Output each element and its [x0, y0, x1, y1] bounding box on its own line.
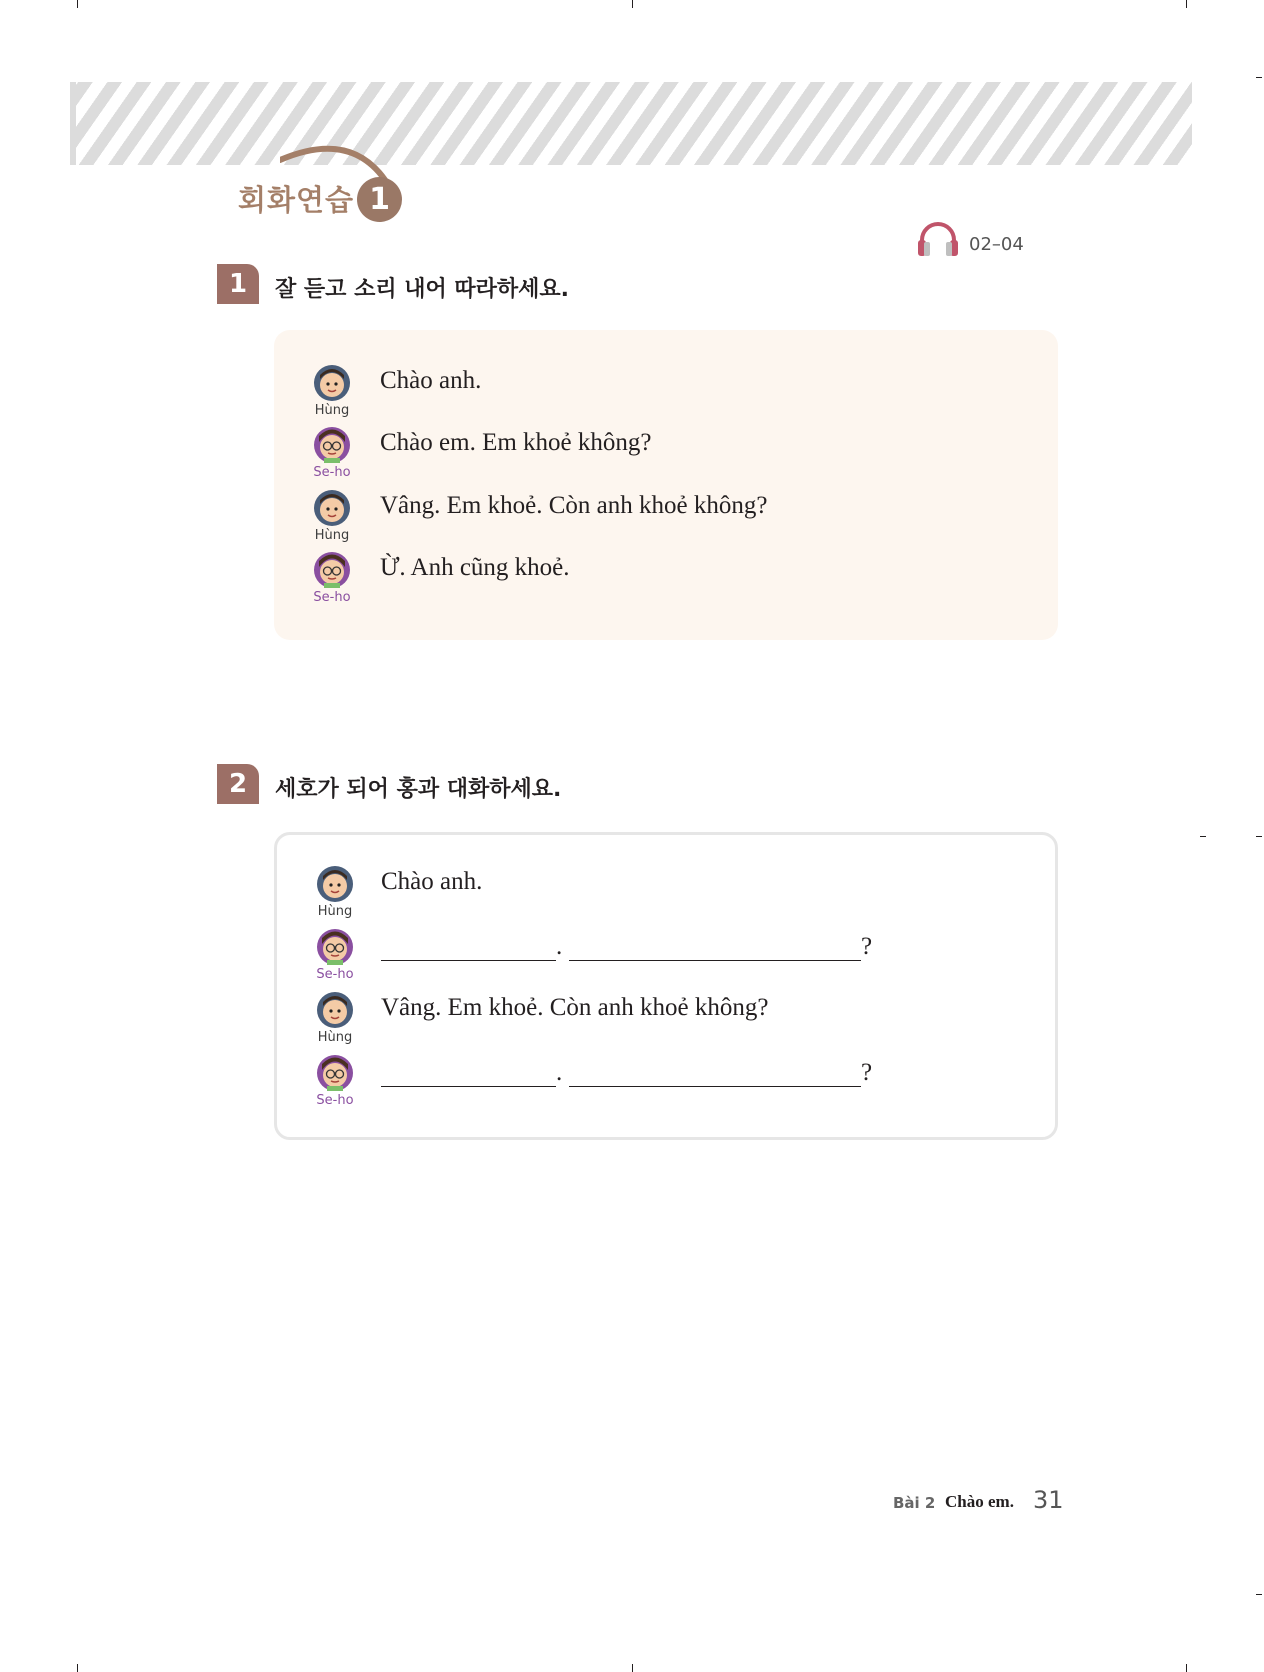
task-number-badge: 1	[217, 264, 259, 304]
crop-mark	[1186, 1664, 1187, 1672]
dialogue-text: Ừ. Anh cũng khoẻ.	[380, 554, 570, 581]
audio-track-number: 02–04	[969, 234, 1024, 255]
crop-mark	[1256, 1594, 1262, 1595]
dialogue-box-listen	[274, 330, 1058, 640]
answer-blank[interactable]	[569, 1086, 861, 1087]
hung-avatar-icon	[314, 365, 350, 401]
task-instruction: 잘 듣고 소리 내어 따라하세요.	[275, 277, 570, 302]
crop-mark	[77, 0, 78, 8]
blank-question-mark: ?	[861, 933, 873, 960]
dialogue-text: Chào anh.	[380, 367, 482, 394]
crop-mark	[1256, 836, 1262, 837]
hung-avatar-icon	[317, 992, 353, 1028]
speaker-label: Se-ho	[313, 465, 351, 480]
seho-avatar-icon	[317, 1055, 353, 1091]
dialogue-text: Chào em. Em khoẻ không?	[380, 429, 652, 456]
dialogue-text: Vâng. Em khoẻ. Còn anh khoẻ không?	[380, 492, 768, 519]
hung-avatar-icon	[317, 866, 353, 902]
seho-avatar-icon	[314, 552, 350, 588]
crop-mark	[632, 1664, 633, 1672]
section-title: 회화연습	[238, 183, 355, 217]
speaker-label: Se-ho	[313, 590, 351, 605]
speaker-label: Hùng	[314, 528, 350, 543]
page-number: 31	[1033, 1486, 1064, 1514]
answer-blank[interactable]	[381, 960, 556, 961]
banner-edge	[70, 82, 76, 165]
section-number-badge: 1	[357, 177, 402, 222]
header-stripe-banner	[58, 82, 1192, 165]
blank-period: .	[556, 1059, 563, 1086]
headphones-icon[interactable]	[916, 222, 960, 258]
hung-avatar-icon	[314, 490, 350, 526]
speaker-label: Hùng	[314, 403, 350, 418]
dialogue-text: Vâng. Em khoẻ. Còn anh khoẻ không?	[381, 994, 769, 1021]
blank-question-mark: ?	[861, 1059, 873, 1086]
blank-period: .	[556, 933, 563, 960]
crop-mark	[1256, 77, 1262, 78]
dialogue-box-practice	[274, 832, 1058, 1140]
speaker-label: Hùng	[317, 1030, 353, 1045]
task-number-badge: 2	[217, 764, 259, 804]
crop-mark	[1186, 0, 1187, 8]
speaker-label: Hùng	[317, 904, 353, 919]
task-instruction: 세호가 되어 홍과 대화하세요.	[275, 777, 562, 802]
seho-avatar-icon	[314, 427, 350, 463]
crop-mark	[1200, 836, 1206, 837]
crop-mark	[632, 0, 633, 8]
answer-blank[interactable]	[569, 960, 861, 961]
speaker-label: Se-ho	[316, 1093, 354, 1108]
seho-avatar-icon	[317, 929, 353, 965]
crop-mark	[77, 1664, 78, 1672]
footer-lesson-label: Bài 2	[893, 1494, 936, 1512]
dialogue-text: Chào anh.	[381, 868, 483, 895]
speaker-label: Se-ho	[316, 967, 354, 982]
footer-lesson-title: Chào em.	[945, 1492, 1014, 1511]
answer-blank[interactable]	[381, 1086, 556, 1087]
